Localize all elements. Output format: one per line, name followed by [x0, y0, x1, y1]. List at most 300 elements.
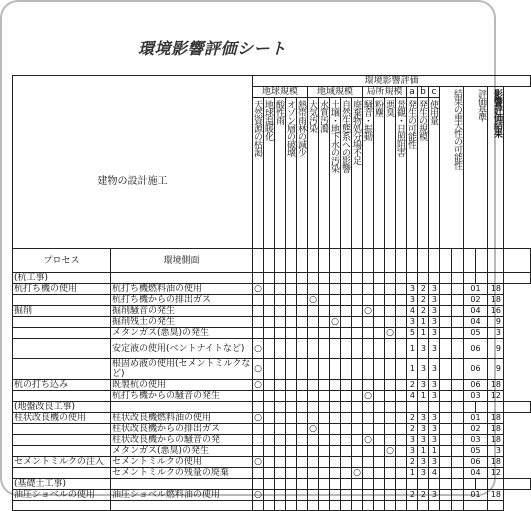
impact-cell: [352, 295, 363, 306]
process-cell: [13, 424, 111, 435]
impact-cell: [385, 339, 396, 359]
criteria-c-value: 4: [429, 468, 440, 479]
criteria-b-value: 1: [418, 446, 429, 457]
result-value: 18: [488, 490, 504, 501]
impact-cell: [319, 328, 330, 339]
impact-cell: [253, 391, 264, 402]
category-header: 水質汚濁: [319, 98, 330, 249]
impact-cell: [330, 413, 341, 424]
criteria-c-value: 3: [429, 306, 440, 317]
criteria-b-value: 2: [418, 284, 429, 295]
impact-cell: [363, 490, 374, 501]
impact-mark-circle: ○: [254, 380, 262, 390]
criteria-c-value: 3: [429, 339, 440, 359]
impact-cell: [297, 446, 308, 457]
impact-cell: [253, 446, 264, 457]
table-row: [13, 328, 531, 339]
impact-mark-circle: ○: [254, 413, 262, 423]
aspect-cell: 油圧ショベル燃料油の使用: [111, 490, 253, 501]
criteria-a-value: 4: [407, 391, 418, 402]
impact-cell: [264, 501, 275, 511]
table-row: [13, 446, 531, 457]
process-cell: 掘削: [13, 306, 111, 317]
section-row: [13, 479, 531, 490]
aspect-cell: [111, 501, 253, 511]
impact-cell: [341, 424, 352, 435]
impact-cell: [297, 391, 308, 402]
aspect-cell: セメントミルクの使用: [111, 457, 253, 468]
impact-cell: [363, 413, 374, 424]
result-value: 9: [488, 317, 504, 328]
impact-cell: [286, 424, 297, 435]
impact-cell: [352, 424, 363, 435]
impact-cell: [253, 501, 264, 511]
criteria-b-value: 2: [418, 490, 429, 501]
impact-cell: [352, 328, 363, 339]
aspect-cell: 安定液の使用(ベントナイトなど): [111, 339, 253, 359]
impact-cell: [330, 435, 341, 446]
criteria-a-value: 2: [407, 457, 418, 468]
impact-cell: [341, 413, 352, 424]
criteria-c-value: 3: [429, 284, 440, 295]
criteria-c-value: 3: [429, 359, 440, 380]
impact-cell: [374, 359, 385, 380]
impact-cell: [275, 317, 286, 328]
criteria-b-value: 2: [418, 306, 429, 317]
impact-cell: [275, 391, 286, 402]
impact-cell: [363, 295, 374, 306]
impact-cell: [385, 391, 396, 402]
impact-cell: [264, 328, 275, 339]
aspect-column-header: 環境側面: [111, 249, 253, 273]
standard-code: 01: [464, 413, 488, 424]
impact-cell: [352, 359, 363, 380]
impact-cell: [253, 295, 264, 306]
criteria-c-value: 3: [429, 328, 440, 339]
aspect-cell: メタンガス(悪臭)の発生: [111, 446, 253, 457]
impact-cell: [319, 501, 330, 511]
category-header: 地球温暖化: [264, 98, 275, 249]
impact-cell: [330, 328, 341, 339]
aspect-cell: 柱状改良機燃料油の使用: [111, 413, 253, 424]
impact-cell: [374, 424, 385, 435]
impact-cell: [297, 359, 308, 380]
impact-cell: [352, 435, 363, 446]
impact-cell: [264, 380, 275, 391]
standard-code: 01: [464, 490, 488, 501]
result-value: 16: [488, 306, 504, 317]
impact-cell: [286, 380, 297, 391]
impact-cell: [363, 284, 374, 295]
category-header: 天然資源の枯渇: [253, 98, 264, 249]
impact-cell: [286, 446, 297, 457]
impact-cell: [352, 457, 363, 468]
category-header: 景観・日照阻害: [396, 98, 407, 249]
impact-cell: [319, 295, 330, 306]
impact-cell: [275, 413, 286, 424]
criteria-b-label: 発生の規模: [418, 98, 429, 249]
result-value: 18: [488, 435, 504, 446]
impact-cell: [297, 457, 308, 468]
impact-cell: [385, 359, 396, 380]
impact-cell: [352, 490, 363, 501]
impact-cell: [396, 317, 407, 328]
impact-cell: [363, 468, 374, 479]
impact-cell: [396, 295, 407, 306]
impact-cell: [341, 490, 352, 501]
process-cell: 杭の打ち込み: [13, 380, 111, 391]
impact-cell: [286, 391, 297, 402]
criteria-a-value: 2: [407, 424, 418, 435]
impact-cell: [363, 317, 374, 328]
impact-cell: [396, 468, 407, 479]
impact-cell: [330, 339, 341, 359]
impact-cell: [385, 317, 396, 328]
impact-cell: [396, 380, 407, 391]
impact-cell: [319, 435, 330, 446]
impact-cell: [363, 457, 374, 468]
design-label: 建物の設計施工: [97, 176, 168, 187]
category-header: 悪臭: [385, 98, 396, 249]
impact-mark-circle: ○: [386, 328, 394, 338]
impact-cell: [319, 284, 330, 295]
criteria-a-value: 4: [407, 306, 418, 317]
impact-cell: [286, 295, 297, 306]
criteria-b-value: 3: [418, 413, 429, 424]
table-row: [13, 501, 531, 511]
aspect-cell: メタンガス(悪臭)の発生: [111, 328, 253, 339]
impact-cell: [308, 339, 319, 359]
impact-cell: [352, 413, 363, 424]
impact-cell: [319, 413, 330, 424]
aspect-cell: 杭打ち機からの排出ガス: [111, 295, 253, 306]
table-row: [13, 457, 531, 468]
impact-cell: [330, 490, 341, 501]
impact-cell: [396, 359, 407, 380]
impact-cell: [396, 424, 407, 435]
impact-cell: [352, 380, 363, 391]
table-row: [13, 359, 531, 380]
category-header: 熱帯雨林の減少: [297, 98, 308, 249]
criteria-b-value: 3: [418, 468, 429, 479]
standard-header: 評価基準: [464, 87, 488, 249]
impact-cell: [286, 501, 297, 511]
standard-code: 06: [464, 457, 488, 468]
impact-cell: [319, 339, 330, 359]
impact-cell: [385, 468, 396, 479]
impact-cell: [253, 468, 264, 479]
table-row: [13, 284, 531, 295]
impact-cell: [374, 490, 385, 501]
table-row: [13, 380, 531, 391]
impact-cell: [374, 435, 385, 446]
impact-cell: [253, 317, 264, 328]
impact-cell: [275, 306, 286, 317]
impact-cell: [286, 413, 297, 424]
impact-cell: [275, 424, 286, 435]
criteria-a-letter: a: [407, 87, 418, 98]
impact-cell: [308, 435, 319, 446]
criteria-a-value: 5: [407, 328, 418, 339]
impact-cell: [374, 446, 385, 457]
impact-cell: [275, 446, 286, 457]
impact-cell: [275, 284, 286, 295]
impact-cell: [275, 328, 286, 339]
impact-cell: [275, 468, 286, 479]
impact-cell: [275, 339, 286, 359]
impact-cell: [319, 306, 330, 317]
category-header: 騒音・振動: [363, 98, 374, 249]
process-cell: [13, 359, 111, 380]
criteria-b-value: 1: [418, 328, 429, 339]
impact-cell: [385, 501, 396, 511]
impact-cell: [319, 468, 330, 479]
standard-code: 06: [464, 359, 488, 380]
impact-cell: [264, 284, 275, 295]
impact-mark-circle: ○: [254, 284, 262, 294]
result-value: 18: [488, 457, 504, 468]
impact-mark-circle: ○: [364, 306, 372, 316]
impact-cell: [297, 490, 308, 501]
impact-cell: [374, 380, 385, 391]
impact-cell: [308, 317, 319, 328]
impact-cell: [308, 457, 319, 468]
impact-cell: [374, 284, 385, 295]
criteria-c-value: 3: [429, 391, 440, 402]
impact-cell: [253, 435, 264, 446]
group-local: 局所規模: [363, 87, 407, 98]
impact-cell: [330, 446, 341, 457]
impact-cell: [264, 457, 275, 468]
result-value: 3: [488, 328, 504, 339]
impact-cell: [341, 328, 352, 339]
standard-code: 04: [464, 468, 488, 479]
criteria-c-value: 3: [429, 457, 440, 468]
impact-cell: [396, 446, 407, 457]
category-header: 土壌・地下水の汚染: [330, 98, 341, 249]
criteria-c-value: 3: [429, 295, 440, 306]
standard-code: 03: [464, 391, 488, 402]
impact-cell: [264, 359, 275, 380]
result-value: 12: [488, 391, 504, 402]
standard-code: 05: [464, 446, 488, 457]
page-title: 環境影響評価シート: [138, 39, 287, 58]
impact-cell: [396, 339, 407, 359]
impact-cell: [341, 359, 352, 380]
table-row: [13, 306, 531, 317]
impact-cell: [286, 317, 297, 328]
impact-cell: [374, 457, 385, 468]
impact-cell: [352, 501, 363, 511]
impact-cell: [308, 359, 319, 380]
impact-mark-circle: ○: [253, 359, 264, 380]
impact-cell: [385, 490, 396, 501]
table-row: [13, 490, 531, 501]
process-cell: [13, 295, 111, 306]
impact-cell: [308, 413, 319, 424]
standard-code: 03: [464, 435, 488, 446]
criteria-a-value: 3: [407, 317, 418, 328]
impact-mark-circle: ○: [254, 490, 262, 500]
result-value: 9: [488, 339, 504, 359]
impact-cell: [275, 501, 286, 511]
impact-cell: [264, 306, 275, 317]
criteria-c-value: 3: [429, 435, 440, 446]
impact-cell: [319, 391, 330, 402]
impact-cell: [330, 457, 341, 468]
impact-cell: [286, 306, 297, 317]
header-top-label: 環境影響評価: [253, 76, 531, 87]
impact-cell: [308, 446, 319, 457]
category-header: 粉塵: [374, 98, 385, 249]
group-global: 地球規模: [253, 87, 308, 98]
result-value: 12: [488, 468, 504, 479]
result-value: 18: [488, 380, 504, 391]
impact-cell: [330, 424, 341, 435]
category-header: 酸性雨: [275, 98, 286, 249]
criteria-a-value: 3: [407, 295, 418, 306]
impact-cell: [341, 435, 352, 446]
impact-cell: [286, 359, 297, 380]
table-row: [13, 391, 531, 402]
table-row: [13, 339, 531, 359]
criteria-b-value: 1: [418, 391, 429, 402]
impact-cell: [264, 435, 275, 446]
impact-cell: [396, 391, 407, 402]
impact-cell: [297, 424, 308, 435]
impact-cell: [374, 306, 385, 317]
impact-cell: [319, 424, 330, 435]
impact-cell: [341, 306, 352, 317]
impact-cell: [286, 435, 297, 446]
evaluation-rows: [13, 273, 531, 511]
impact-cell: [330, 359, 341, 380]
criteria-c-value: 3: [429, 380, 440, 391]
impact-cell: [264, 391, 275, 402]
result-value: 18: [488, 424, 504, 435]
impact-cell: [385, 413, 396, 424]
aspect-cell: 杭打ち機からの騒音の発生: [111, 391, 253, 402]
impact-cell: [308, 380, 319, 391]
aspect-cell: セメントミルクの残量の廃棄: [111, 468, 253, 479]
impact-mark-circle: ○: [386, 446, 394, 456]
process-cell: [13, 446, 111, 457]
impact-cell: [363, 328, 374, 339]
impact-cell: [363, 339, 374, 359]
criteria-b-value: 3: [418, 380, 429, 391]
impact-cell: [385, 306, 396, 317]
criteria-a-value: 3: [407, 284, 418, 295]
impact-mark-circle: ○: [309, 295, 317, 305]
impact-cell: [264, 424, 275, 435]
process-cell: [13, 468, 111, 479]
impact-cell: [297, 317, 308, 328]
aspect-cell: 杭打ち機燃料油の使用: [111, 284, 253, 295]
impact-cell: [352, 317, 363, 328]
impact-cell: [286, 490, 297, 501]
process-cell: 柱状改良機の使用: [13, 413, 111, 424]
impact-cell: [341, 468, 352, 479]
category-header: 大気汚染: [308, 98, 319, 249]
impact-cell: [264, 468, 275, 479]
standard-code: [464, 501, 488, 511]
impact-mark-circle: ○: [353, 468, 361, 478]
aspect-cell: 柱状改良機からの騒音の発: [111, 435, 253, 446]
impact-cell: [374, 295, 385, 306]
criteria-c-letter: c: [429, 87, 440, 98]
standard-code: 01: [464, 284, 488, 295]
impact-cell: [374, 501, 385, 511]
aspect-cell: 掘削騒音の発生: [111, 306, 253, 317]
process-cell: (地盤改良工事): [13, 402, 111, 413]
impact-cell: [341, 317, 352, 328]
table-row: [13, 317, 531, 328]
process-cell: [13, 317, 111, 328]
criteria-a-value: [407, 501, 418, 511]
impact-cell: [396, 457, 407, 468]
impact-cell: [341, 457, 352, 468]
impact-cell: [352, 306, 363, 317]
impact-cell: [341, 391, 352, 402]
impact-cell: [374, 328, 385, 339]
impact-cell: [363, 501, 374, 511]
impact-cell: [264, 317, 275, 328]
impact-cell: [363, 424, 374, 435]
impact-cell: [374, 339, 385, 359]
impact-cell: [297, 501, 308, 511]
impact-cell: [297, 306, 308, 317]
impact-cell: [374, 391, 385, 402]
impact-cell: [275, 380, 286, 391]
result-value: [488, 501, 504, 511]
impact-cell: [253, 328, 264, 339]
process-cell: (基礎土工事): [13, 479, 111, 490]
process-cell: [13, 501, 111, 511]
criteria-c-value: 3: [429, 317, 440, 328]
section-row: [13, 402, 531, 413]
impact-cell: [253, 424, 264, 435]
criteria-a-value: 2: [407, 490, 418, 501]
section-row: [13, 273, 531, 284]
aspect-cell: 根固め液の使用(セメントミルクなど): [111, 359, 253, 380]
standard-code: 02: [464, 424, 488, 435]
impact-mark-circle: ○: [253, 339, 264, 359]
impact-cell: [396, 435, 407, 446]
table-row: [13, 435, 531, 446]
category-header: オゾン層の破壊: [286, 98, 297, 249]
criteria-b-value: 3: [418, 359, 429, 380]
result-header: 影響評価結果: [488, 87, 504, 249]
impact-cell: [297, 413, 308, 424]
criteria-b-value: 1: [418, 317, 429, 328]
impact-mark-circle: ○: [254, 457, 262, 467]
evaluation-table-container: [12, 75, 502, 500]
impact-cell: [363, 446, 374, 457]
impact-cell: [264, 413, 275, 424]
category-header: 廃棄物処分場不足: [352, 98, 363, 249]
group-regional: 地域規模: [308, 87, 363, 98]
impact-cell: [264, 339, 275, 359]
impact-cell: [385, 424, 396, 435]
impact-cell: [264, 490, 275, 501]
impact-cell: [275, 435, 286, 446]
impact-cell: [286, 468, 297, 479]
process-cell: [13, 391, 111, 402]
impact-cell: [286, 284, 297, 295]
category-header: 自然生態系への影響: [341, 98, 352, 249]
criteria-c-label: 使用量: [429, 98, 440, 249]
impact-cell: [396, 284, 407, 295]
